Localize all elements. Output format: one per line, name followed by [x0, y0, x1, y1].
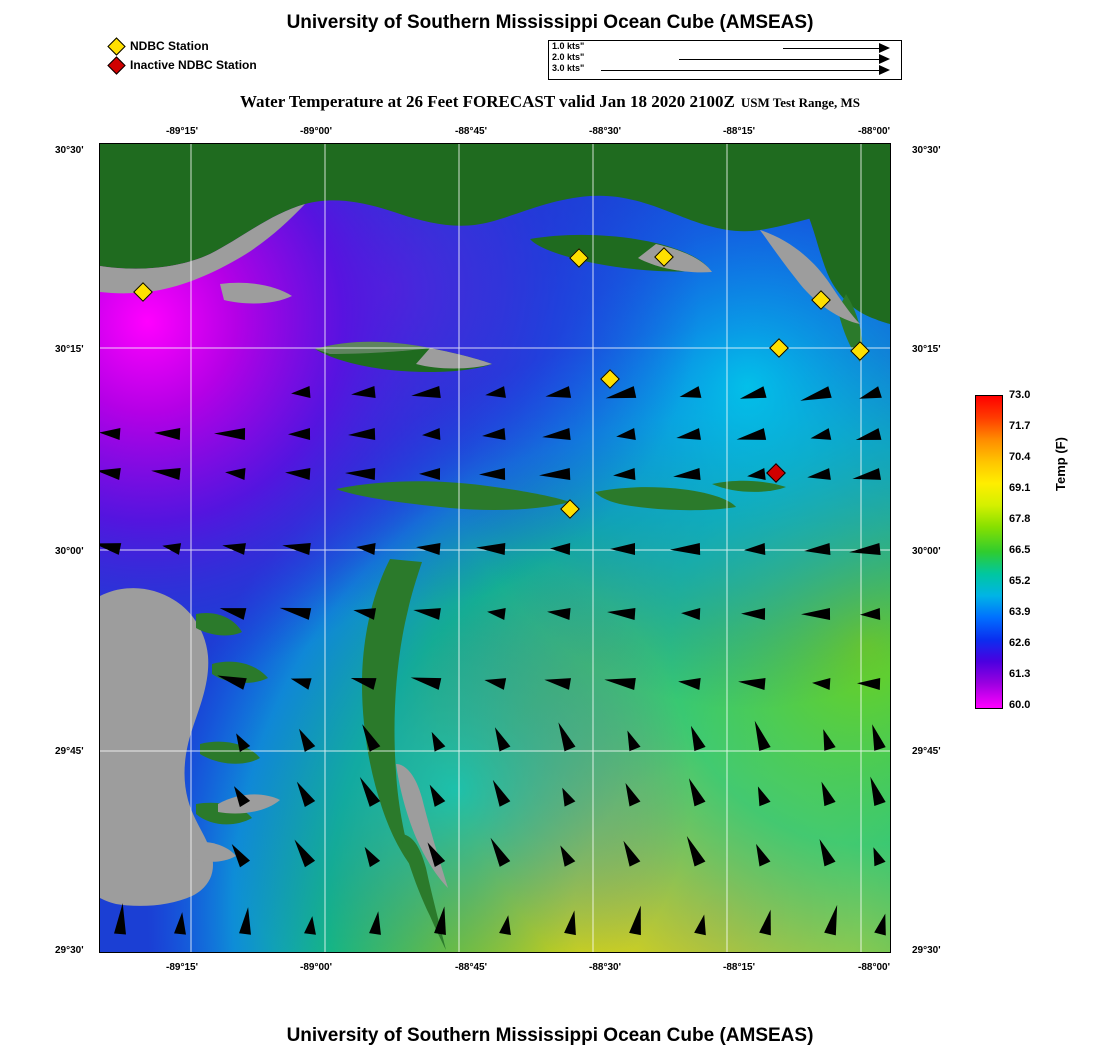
y-label-left-3: 29°45' [55, 746, 84, 757]
x-label-bottom-1: -89°00' [300, 962, 332, 973]
y-label-right-1: 30°15' [912, 344, 941, 355]
y-label-right-0: 30°30' [912, 145, 941, 156]
colorbar-tick-2: 70.4 [1009, 451, 1031, 463]
ndbc-station-icon [107, 37, 125, 55]
colorbar-tick-1: 71.7 [1009, 420, 1031, 432]
map-region-label: USM Test Range, MS [740, 95, 861, 110]
y-label-left-0: 30°30' [55, 145, 84, 156]
vector-scale-arrowhead-3 [879, 65, 890, 75]
legend-label-ndbc: NDBC Station [130, 39, 209, 53]
map-canvas[interactable] [99, 143, 891, 953]
current-vector-scale [548, 40, 902, 80]
y-label-left-2: 30°00' [55, 546, 84, 557]
y-label-right-3: 29°45' [912, 746, 941, 757]
vector-scale-label-1: 1.0 kts" [552, 41, 585, 51]
colorbar-tick-0: 73.0 [1009, 389, 1031, 401]
vector-scale-arrowhead-1 [879, 43, 890, 53]
x-label-bottom-3: -88°30' [589, 962, 621, 973]
x-label-top-4: -88°15' [723, 126, 755, 137]
colorbar-tick-3: 69.1 [1009, 482, 1031, 494]
x-label-top-3: -88°30' [589, 126, 621, 137]
vector-scale-label-2: 2.0 kts" [552, 52, 585, 62]
vector-scale-line-3 [601, 70, 879, 71]
vector-scale-line-1 [783, 48, 879, 49]
colorbar-tick-9: 61.3 [1009, 668, 1031, 680]
colorbar-tick-6: 65.2 [1009, 575, 1031, 587]
y-label-right-2: 30°00' [912, 546, 941, 557]
legend-label-inactive: Inactive NDBC Station [130, 58, 257, 72]
y-label-left-4: 29°30' [55, 945, 84, 956]
colorbar-tick-10: 60.0 [1009, 699, 1031, 711]
y-label-left-1: 30°15' [55, 344, 84, 355]
map-subtitle: Water Temperature at 26 Feet FORECAST valid Jan 18 2020 2100Z [239, 92, 735, 111]
station-legend [108, 38, 257, 76]
footer-title: University of Southern Mississippi Ocean Cube (AMSEAS) [286, 1025, 814, 1046]
colorbar-tick-8: 62.6 [1009, 637, 1031, 649]
colorbar [975, 389, 1095, 715]
page-title: University of Southern Mississippi Ocean Cube (AMSEAS) [286, 12, 814, 33]
x-label-bottom-5: -88°00' [858, 962, 890, 973]
legend-item-inactive-station [108, 57, 257, 73]
colorbar-tick-4: 67.8 [1009, 513, 1031, 525]
vector-scale-row-3 [549, 65, 901, 76]
temperature-field [100, 144, 890, 952]
colorbar-tick-7: 63.9 [1009, 606, 1031, 618]
colorbar-title: Temp (F) [1053, 437, 1068, 491]
x-label-top-2: -88°45' [455, 126, 487, 137]
x-label-bottom-0: -89°15' [166, 962, 198, 973]
y-label-right-4: 29°30' [912, 945, 941, 956]
vector-scale-label-3: 3.0 kts" [552, 63, 585, 73]
x-label-top-1: -89°00' [300, 126, 332, 137]
colorbar-tick-5: 66.5 [1009, 544, 1031, 556]
legend-item-ndbc-station [108, 38, 257, 54]
vector-scale-row-2 [549, 54, 901, 65]
vector-scale-line-2 [679, 59, 879, 60]
x-label-top-0: -89°15' [166, 126, 198, 137]
x-label-bottom-2: -88°45' [455, 962, 487, 973]
vector-scale-arrowhead-2 [879, 54, 890, 64]
subtitle-row [0, 92, 1100, 112]
vector-scale-row-1 [549, 43, 901, 54]
colorbar-gradient [975, 395, 1003, 709]
inactive-ndbc-station-icon [107, 56, 125, 74]
x-label-bottom-4: -88°15' [723, 962, 755, 973]
x-label-top-5: -88°00' [858, 126, 890, 137]
